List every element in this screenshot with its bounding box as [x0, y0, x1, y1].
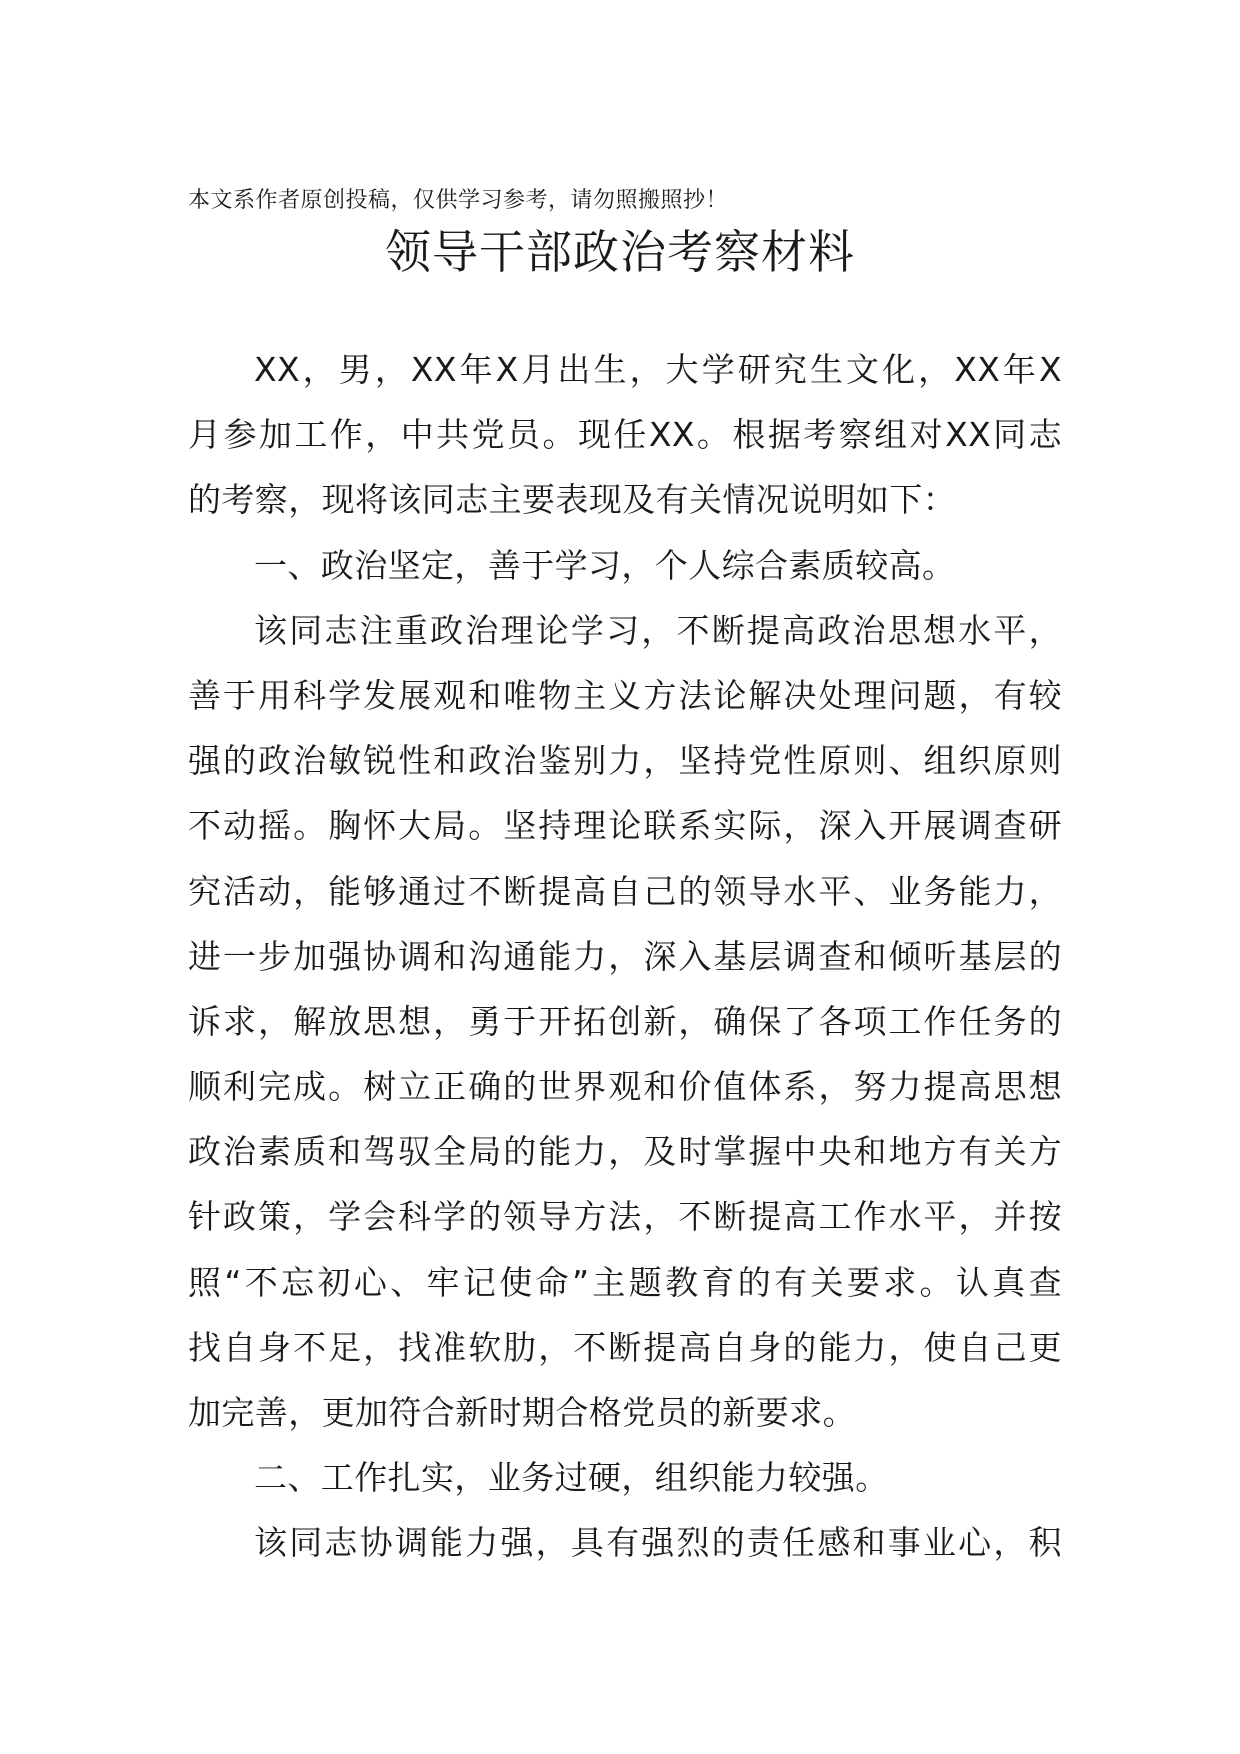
body-line: 月参加工作，中共党员。现任XX。根据考察组对XX同志: [188, 415, 1062, 455]
body-line: 针政策，学会科学的领导方法，不断提高工作水平，并按: [188, 1197, 1062, 1237]
body-line: 顺利完成。树立正确的世界观和价值体系，努力提高思想: [188, 1067, 1062, 1107]
body-line: 照“不忘初心、牢记使命”主题教育的有关要求。认真查: [188, 1262, 1062, 1302]
body-line: 善于用科学发展观和唯物主义方法论解决处理问题，有较: [188, 675, 1062, 715]
section-heading-2: 二、工作扎实，业务过硬，组织能力较强。: [254, 1458, 889, 1498]
body-line: 进一步加强协调和沟通能力，深入基层调查和倾听基层的: [188, 936, 1062, 976]
body-line: 的考察，现将该同志主要表现及有关情况说明如下：: [188, 480, 957, 520]
body-line: 不动摇。胸怀大局。坚持理论联系实际，深入开展调查研: [188, 806, 1062, 846]
body-line: XX，男，XX年X月出生，大学研究生文化，XX年X: [254, 350, 1062, 389]
body-line: 该同志注重政治理论学习，不断提高政治思想水平，: [254, 610, 1062, 650]
section-heading-1: 一、政治坚定，善于学习，个人综合素质较高。: [254, 545, 956, 585]
body-line: 强的政治敏锐性和政治鉴别力，坚持党性原则、组织原则: [188, 741, 1062, 781]
document-title: 领导干部政治考察材料: [385, 225, 855, 279]
body-line: 究活动，能够通过不断提高自己的领导水平、业务能力，: [188, 871, 1062, 911]
body-line: 该同志协调能力强，具有强烈的责任感和事业心，积: [254, 1523, 1062, 1563]
body-line: 诉求，解放思想，勇于开拓创新，确保了各项工作任务的: [188, 1001, 1062, 1041]
body-line: 政治素质和驾驭全局的能力，及时掌握中央和地方有关方: [188, 1132, 1062, 1172]
body-line: 找自身不足，找准软肋，不断提高自身的能力，使自己更: [188, 1327, 1062, 1367]
document-body: [188, 337, 1062, 1576]
body-line: 加完善，更加符合新时期合格党员的新要求。: [188, 1393, 856, 1432]
copyright-notice: 本文系作者原创投稿，仅供学习参考，请勿照搬照抄！: [188, 188, 729, 213]
